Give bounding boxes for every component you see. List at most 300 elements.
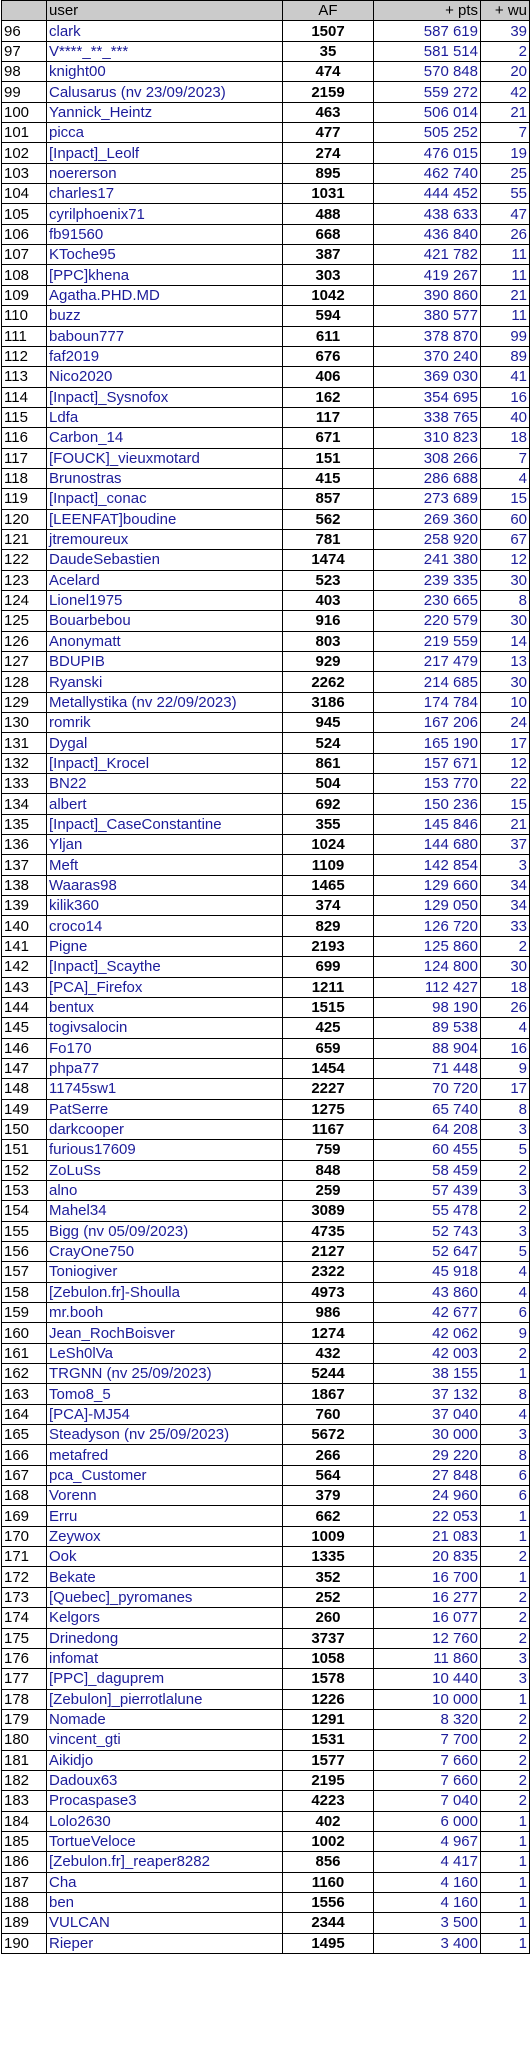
user-link[interactable]: vincent_gti [47, 1730, 283, 1750]
user-link[interactable]: [Quebec]_pyromanes [47, 1587, 283, 1607]
pts-cell: 269 360 [374, 509, 481, 529]
user-link[interactable]: cyrilphoenix71 [47, 204, 283, 224]
wu-cell: 1 [481, 1567, 530, 1587]
user-link[interactable]: Fo170 [47, 1038, 283, 1058]
pts-cell: 124 800 [374, 957, 481, 977]
rank-cell: 115 [2, 407, 47, 427]
wu-cell: 3 [481, 1425, 530, 1445]
user-link[interactable]: furious17609 [47, 1140, 283, 1160]
user-link[interactable]: 11745sw1 [47, 1079, 283, 1099]
pts-cell: 7 660 [374, 1770, 481, 1790]
af-cell: 2193 [283, 936, 374, 956]
pts-cell: 3 400 [374, 1933, 481, 1953]
wu-cell: 1 [481, 1892, 530, 1912]
user-link[interactable]: Nico2020 [47, 367, 283, 387]
user-link[interactable]: Lionel1975 [47, 590, 283, 610]
table-row [2, 896, 530, 916]
pts-cell: 157 671 [374, 753, 481, 773]
user-link[interactable]: V****_**_*** [47, 41, 283, 61]
wu-cell: 4 [481, 1262, 530, 1282]
pts-cell: 60 455 [374, 1140, 481, 1160]
user-link[interactable]: baboun777 [47, 326, 283, 346]
user-link[interactable]: alno [47, 1180, 283, 1200]
af-cell: 1109 [283, 855, 374, 875]
rank-cell: 112 [2, 346, 47, 366]
table-row [2, 1506, 530, 1526]
user-link[interactable]: Zeywox [47, 1526, 283, 1546]
af-cell: 692 [283, 794, 374, 814]
af-cell: 432 [283, 1343, 374, 1363]
rank-cell: 161 [2, 1343, 47, 1363]
pts-cell: 165 190 [374, 733, 481, 753]
pts-cell: 153 770 [374, 774, 481, 794]
table-row [2, 1241, 530, 1261]
table-row [2, 1770, 530, 1790]
user-link[interactable]: charles17 [47, 184, 283, 204]
user-link[interactable]: Procaspase3 [47, 1791, 283, 1811]
table-row [2, 1384, 530, 1404]
rank-cell: 167 [2, 1465, 47, 1485]
af-cell: 829 [283, 916, 374, 936]
user-link[interactable]: PatSerre [47, 1099, 283, 1119]
table-row [2, 1323, 530, 1343]
rank-cell: 178 [2, 1689, 47, 1709]
rank-cell: 186 [2, 1852, 47, 1872]
af-cell: 857 [283, 489, 374, 509]
user-link[interactable]: [PCA]-MJ54 [47, 1404, 283, 1424]
af-cell: 5672 [283, 1425, 374, 1445]
user-link[interactable]: TRGNN (nv 25/09/2023) [47, 1364, 283, 1384]
wu-cell: 8 [481, 1384, 530, 1404]
table-row [2, 1221, 530, 1241]
user-link[interactable]: CrayOne750 [47, 1241, 283, 1261]
table-row [2, 875, 530, 895]
wu-cell: 11 [481, 245, 530, 265]
pts-cell: 129 050 [374, 896, 481, 916]
wu-cell: 12 [481, 550, 530, 570]
rank-cell: 133 [2, 774, 47, 794]
table-row [2, 570, 530, 590]
user-link[interactable]: Kelgors [47, 1608, 283, 1628]
af-cell: 2322 [283, 1262, 374, 1282]
wu-cell: 2 [481, 1160, 530, 1180]
af-cell: 1160 [283, 1872, 374, 1892]
pts-cell: 65 740 [374, 1099, 481, 1119]
pts-cell: 144 680 [374, 835, 481, 855]
user-link[interactable]: [PPC]_daguprem [47, 1669, 283, 1689]
wu-cell: 14 [481, 631, 530, 651]
table-row [2, 204, 530, 224]
af-cell: 856 [283, 1852, 374, 1872]
rank-cell: 108 [2, 265, 47, 285]
user-link[interactable]: LeSh0lVa [47, 1343, 283, 1363]
user-link[interactable]: [Inpact]_Leolf [47, 143, 283, 163]
af-cell: 1577 [283, 1750, 374, 1770]
af-cell: 2127 [283, 1241, 374, 1261]
table-row [2, 143, 530, 163]
rank-cell: 100 [2, 102, 47, 122]
pts-cell: 220 579 [374, 611, 481, 631]
pts-cell: 16 277 [374, 1587, 481, 1607]
af-cell: 671 [283, 428, 374, 448]
table-row [2, 1465, 530, 1485]
rank-cell: 171 [2, 1547, 47, 1567]
af-cell: 162 [283, 387, 374, 407]
pts-cell: 52 743 [374, 1221, 481, 1241]
wu-cell: 2 [481, 936, 530, 956]
rank-cell: 110 [2, 306, 47, 326]
wu-cell: 33 [481, 916, 530, 936]
user-link[interactable]: Dadoux63 [47, 1770, 283, 1790]
user-link[interactable]: noererson [47, 163, 283, 183]
wu-cell: 60 [481, 509, 530, 529]
af-cell: 1274 [283, 1323, 374, 1343]
af-cell: 274 [283, 143, 374, 163]
pts-cell: 12 760 [374, 1628, 481, 1648]
af-cell: 676 [283, 346, 374, 366]
user-link[interactable]: Ook [47, 1547, 283, 1567]
af-cell: 1211 [283, 977, 374, 997]
user-link[interactable]: infomat [47, 1648, 283, 1668]
user-link[interactable]: Dygal [47, 733, 283, 753]
table-row [2, 1099, 530, 1119]
af-cell: 474 [283, 62, 374, 82]
table-row [2, 977, 530, 997]
af-cell: 1515 [283, 997, 374, 1017]
af-cell: 895 [283, 163, 374, 183]
rank-cell: 169 [2, 1506, 47, 1526]
user-link[interactable]: ZoLuSs [47, 1160, 283, 1180]
rank-cell: 185 [2, 1831, 47, 1851]
af-cell: 303 [283, 265, 374, 285]
pts-cell: 45 918 [374, 1262, 481, 1282]
table-row [2, 326, 530, 346]
rank-cell: 107 [2, 245, 47, 265]
af-cell: 2262 [283, 672, 374, 692]
user-link[interactable]: picca [47, 123, 283, 143]
wu-cell: 17 [481, 1079, 530, 1099]
user-link[interactable]: togivsalocin [47, 1018, 283, 1038]
user-link[interactable]: KToche95 [47, 245, 283, 265]
pts-cell: 126 720 [374, 916, 481, 936]
pts-cell: 21 083 [374, 1526, 481, 1546]
af-cell: 2227 [283, 1079, 374, 1099]
pts-cell: 369 030 [374, 367, 481, 387]
af-cell: 2195 [283, 1770, 374, 1790]
table-row [2, 814, 530, 834]
user-link[interactable]: Vorenn [47, 1486, 283, 1506]
af-cell: 402 [283, 1811, 374, 1831]
user-link[interactable]: Carbon_14 [47, 428, 283, 448]
rank-cell: 168 [2, 1486, 47, 1506]
user-link[interactable]: BDUPIB [47, 652, 283, 672]
pts-cell: 10 440 [374, 1669, 481, 1689]
pts-cell: 217 479 [374, 652, 481, 672]
user-link[interactable]: DaudeSebastien [47, 550, 283, 570]
af-cell: 699 [283, 957, 374, 977]
af-cell: 4973 [283, 1282, 374, 1302]
rank-cell: 151 [2, 1140, 47, 1160]
user-link[interactable]: [Inpact]_Sysnofox [47, 387, 283, 407]
table-header [2, 1, 530, 21]
pts-cell: 241 380 [374, 550, 481, 570]
wu-cell: 9 [481, 1058, 530, 1078]
user-link[interactable]: Mahel34 [47, 1201, 283, 1221]
wu-cell: 20 [481, 62, 530, 82]
header-pts: + pts [374, 1, 481, 21]
user-link[interactable]: Bekate [47, 1567, 283, 1587]
user-link[interactable]: Toniogiver [47, 1262, 283, 1282]
af-cell: 1002 [283, 1831, 374, 1851]
table-row [2, 1608, 530, 1628]
user-link[interactable]: Meft [47, 855, 283, 875]
table-row [2, 245, 530, 265]
rank-cell: 158 [2, 1282, 47, 1302]
wu-cell: 2 [481, 1547, 530, 1567]
user-link[interactable]: Ldfa [47, 407, 283, 427]
af-cell: 477 [283, 123, 374, 143]
table-row [2, 1404, 530, 1424]
user-link[interactable]: knight00 [47, 62, 283, 82]
wu-cell: 5 [481, 1140, 530, 1160]
pts-cell: 24 960 [374, 1486, 481, 1506]
wu-cell: 1 [481, 1506, 530, 1526]
user-link[interactable]: metafred [47, 1445, 283, 1465]
user-link[interactable]: Acelard [47, 570, 283, 590]
rank-cell: 180 [2, 1730, 47, 1750]
table-row [2, 1811, 530, 1831]
af-cell: 488 [283, 204, 374, 224]
pts-cell: 587 619 [374, 21, 481, 41]
user-link[interactable]: Erru [47, 1506, 283, 1526]
user-link[interactable]: VULCAN [47, 1913, 283, 1933]
af-cell: 425 [283, 1018, 374, 1038]
pts-cell: 30 000 [374, 1425, 481, 1445]
wu-cell: 26 [481, 997, 530, 1017]
rank-cell: 173 [2, 1587, 47, 1607]
af-cell: 1335 [283, 1547, 374, 1567]
af-cell: 260 [283, 1608, 374, 1628]
wu-cell: 26 [481, 224, 530, 244]
table-row [2, 448, 530, 468]
rank-cell: 137 [2, 855, 47, 875]
pts-cell: 22 053 [374, 1506, 481, 1526]
rank-cell: 145 [2, 1018, 47, 1038]
user-link[interactable]: Bouarbebou [47, 611, 283, 631]
rank-cell: 135 [2, 814, 47, 834]
af-cell: 387 [283, 245, 374, 265]
pts-cell: 219 559 [374, 631, 481, 651]
user-link[interactable]: fb91560 [47, 224, 283, 244]
wu-cell: 22 [481, 774, 530, 794]
wu-cell: 2 [481, 1770, 530, 1790]
user-link[interactable]: Tomo8_5 [47, 1384, 283, 1404]
user-link[interactable]: Yannick_Heintz [47, 102, 283, 122]
wu-cell: 1 [481, 1872, 530, 1892]
table-row [2, 1892, 530, 1912]
table-row [2, 21, 530, 41]
rank-cell: 139 [2, 896, 47, 916]
table-row [2, 468, 530, 488]
user-link[interactable]: faf2019 [47, 346, 283, 366]
user-link[interactable]: Bigg (nv 05/09/2023) [47, 1221, 283, 1241]
user-link[interactable]: Nomade [47, 1709, 283, 1729]
user-link[interactable]: [LEENFAT]boudine [47, 509, 283, 529]
user-link[interactable]: [Zebulon]_pierrotlalune [47, 1689, 283, 1709]
user-link[interactable]: phpa77 [47, 1058, 283, 1078]
rank-cell: 132 [2, 753, 47, 773]
table-row [2, 1445, 530, 1465]
user-link[interactable]: bentux [47, 997, 283, 1017]
af-cell: 781 [283, 529, 374, 549]
rank-cell: 154 [2, 1201, 47, 1221]
user-link[interactable]: Waaras98 [47, 875, 283, 895]
user-link[interactable]: Ryanski [47, 672, 283, 692]
header-rank [2, 1, 47, 21]
table-row [2, 102, 530, 122]
wu-cell: 5 [481, 1241, 530, 1261]
user-link[interactable]: Calusarus (nv 23/09/2023) [47, 82, 283, 102]
pts-cell: 125 860 [374, 936, 481, 956]
user-link[interactable]: TortueVeloce [47, 1831, 283, 1851]
af-cell: 611 [283, 326, 374, 346]
user-link[interactable]: clark [47, 21, 283, 41]
wu-cell: 1 [481, 1364, 530, 1384]
user-link[interactable]: pca_Customer [47, 1465, 283, 1485]
user-link[interactable]: [Zebulon.fr]_reaper8282 [47, 1852, 283, 1872]
rank-cell: 130 [2, 713, 47, 733]
user-link[interactable]: [Inpact]_Krocel [47, 753, 283, 773]
user-link[interactable]: Rieper [47, 1933, 283, 1953]
af-cell: 916 [283, 611, 374, 631]
header-user: user [47, 1, 283, 21]
user-link[interactable]: Lolo2630 [47, 1811, 283, 1831]
wu-cell: 8 [481, 590, 530, 610]
user-link[interactable]: BN22 [47, 774, 283, 794]
rank-cell: 190 [2, 1933, 47, 1953]
af-cell: 1058 [283, 1648, 374, 1668]
pts-cell: 6 000 [374, 1811, 481, 1831]
af-cell: 1167 [283, 1119, 374, 1139]
pts-cell: 390 860 [374, 285, 481, 305]
user-link[interactable]: [Zebulon.fr]-Shoulla [47, 1282, 283, 1302]
user-link[interactable]: kilik360 [47, 896, 283, 916]
af-cell: 759 [283, 1140, 374, 1160]
rank-cell: 142 [2, 957, 47, 977]
af-cell: 594 [283, 306, 374, 326]
table-row [2, 489, 530, 509]
wu-cell: 1 [481, 1689, 530, 1709]
user-link[interactable]: Aikidjo [47, 1750, 283, 1770]
table-row [2, 1058, 530, 1078]
user-link[interactable]: ben [47, 1892, 283, 1912]
af-cell: 659 [283, 1038, 374, 1058]
user-link[interactable]: jtremoureux [47, 529, 283, 549]
af-cell: 2344 [283, 1913, 374, 1933]
user-link[interactable]: Yljan [47, 835, 283, 855]
wu-cell: 3 [481, 855, 530, 875]
user-link[interactable]: Metallystika (nv 22/09/2023) [47, 692, 283, 712]
user-link[interactable]: [FOUCK]_vieuxmotard [47, 448, 283, 468]
wu-cell: 4 [481, 1404, 530, 1424]
user-link[interactable]: Pigne [47, 936, 283, 956]
wu-cell: 30 [481, 957, 530, 977]
rank-cell: 160 [2, 1323, 47, 1343]
pts-cell: 239 335 [374, 570, 481, 590]
af-cell: 760 [283, 1404, 374, 1424]
ranking-table-container [1, 0, 530, 1954]
pts-cell: 11 860 [374, 1648, 481, 1668]
wu-cell: 16 [481, 387, 530, 407]
wu-cell: 16 [481, 1038, 530, 1058]
pts-cell: 378 870 [374, 326, 481, 346]
rank-cell: 155 [2, 1221, 47, 1241]
pts-cell: 129 660 [374, 875, 481, 895]
wu-cell: 15 [481, 794, 530, 814]
user-link[interactable]: Anonymatt [47, 631, 283, 651]
rank-cell: 121 [2, 529, 47, 549]
table-row [2, 936, 530, 956]
wu-cell: 37 [481, 835, 530, 855]
user-link[interactable]: mr.booh [47, 1303, 283, 1323]
table-row [2, 163, 530, 183]
af-cell: 929 [283, 652, 374, 672]
rank-cell: 99 [2, 82, 47, 102]
table-row [2, 1262, 530, 1282]
rank-cell: 96 [2, 21, 47, 41]
user-link[interactable]: [PCA]_Firefox [47, 977, 283, 997]
wu-cell: 2 [481, 1201, 530, 1221]
af-cell: 252 [283, 1587, 374, 1607]
wu-cell: 15 [481, 489, 530, 509]
user-link[interactable]: [Inpact]_Scaythe [47, 957, 283, 977]
wu-cell: 89 [481, 346, 530, 366]
rank-cell: 124 [2, 590, 47, 610]
user-link[interactable]: Drinedong [47, 1628, 283, 1648]
table-row [2, 1140, 530, 1160]
user-link[interactable]: Jean_RochBoisver [47, 1323, 283, 1343]
wu-cell: 17 [481, 733, 530, 753]
user-link[interactable]: croco14 [47, 916, 283, 936]
rank-cell: 184 [2, 1811, 47, 1831]
rank-cell: 150 [2, 1119, 47, 1139]
table-row [2, 1750, 530, 1770]
user-link[interactable]: buzz [47, 306, 283, 326]
wu-cell: 30 [481, 570, 530, 590]
wu-cell: 1 [481, 1811, 530, 1831]
user-link[interactable]: Cha [47, 1872, 283, 1892]
user-link[interactable]: romrik [47, 713, 283, 733]
wu-cell: 21 [481, 814, 530, 834]
user-link[interactable]: darkcooper [47, 1119, 283, 1139]
user-link[interactable]: albert [47, 794, 283, 814]
user-link[interactable]: [Inpact]_conac [47, 489, 283, 509]
pts-cell: 27 848 [374, 1465, 481, 1485]
rank-cell: 165 [2, 1425, 47, 1445]
wu-cell: 19 [481, 143, 530, 163]
table-row [2, 1201, 530, 1221]
user-link[interactable]: Brunostras [47, 468, 283, 488]
user-link[interactable]: Agatha.PHD.MD [47, 285, 283, 305]
wu-cell: 4 [481, 468, 530, 488]
user-link[interactable]: Steadyson (nv 25/09/2023) [47, 1425, 283, 1445]
user-link[interactable]: [Inpact]_CaseConstantine [47, 814, 283, 834]
pts-cell: 52 647 [374, 1241, 481, 1261]
pts-cell: 89 538 [374, 1018, 481, 1038]
header-af: AF [283, 1, 374, 21]
table-row [2, 41, 530, 61]
user-link[interactable]: [PPC]khena [47, 265, 283, 285]
